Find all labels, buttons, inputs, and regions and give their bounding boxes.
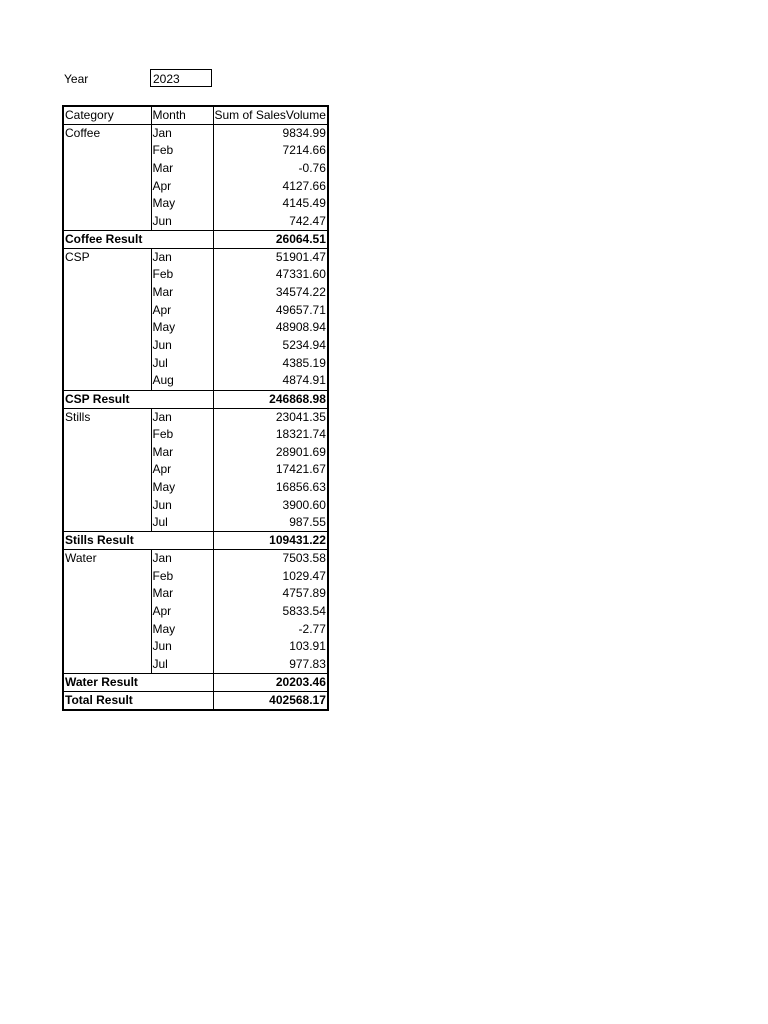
- month-cell: Jan: [151, 408, 213, 426]
- month-cell: Apr: [151, 178, 213, 196]
- value-cell: 47331.60: [275, 267, 326, 282]
- value-cell: 7214.66: [282, 143, 326, 158]
- total-value: 402568.17: [213, 692, 328, 711]
- value-cell: 16856.63: [275, 479, 326, 494]
- month-cell: May: [151, 195, 213, 213]
- value-cell: 49657.71: [275, 302, 326, 317]
- month-cell: Jul: [151, 514, 213, 532]
- month-cell: Mar: [151, 585, 213, 603]
- month-cell: Apr: [151, 603, 213, 621]
- value-cell: -0.76: [298, 160, 326, 175]
- value-header-label: Sum of SalesVolume: [214, 108, 326, 122]
- subtotal-value: 109431.22: [213, 532, 328, 550]
- subtotal-label: Water Result: [63, 674, 213, 692]
- value-cell: 5833.54: [282, 604, 326, 618]
- month-cell: Jun: [151, 638, 213, 656]
- category-cell[interactable]: CSP: [63, 249, 151, 391]
- total-row: [63, 692, 328, 711]
- category-header[interactable]: Category: [63, 106, 151, 125]
- month-cell: Mar: [151, 284, 213, 302]
- month-cell: Jan: [151, 125, 213, 143]
- subtotal-value: 246868.98: [213, 390, 328, 408]
- month-cell: May: [151, 319, 213, 337]
- value-cell: 34574.22: [275, 285, 326, 299]
- value-cell: 51901.47: [213, 249, 328, 267]
- header-row: [63, 106, 328, 125]
- subtotal-row: [63, 390, 328, 408]
- value-cell: 9834.99: [213, 125, 328, 143]
- value-cell: 3900.60: [282, 497, 326, 512]
- month-cell: Jun: [151, 337, 213, 355]
- value-cell: 4145.49: [282, 196, 326, 211]
- month-cell: May: [151, 479, 213, 497]
- month-cell: Aug: [151, 372, 213, 390]
- subtotal-label: CSP Result: [63, 390, 213, 408]
- month-cell: Jun: [151, 213, 213, 231]
- value-cell: 987.55: [289, 515, 326, 530]
- year-filter-label: Year: [64, 72, 89, 86]
- month-cell: Jun: [151, 497, 213, 515]
- subtotal-row: [63, 532, 328, 550]
- subtotal-label: Stills Result: [63, 532, 213, 550]
- month-cell: Mar: [151, 160, 213, 178]
- subtotal-row: [63, 674, 328, 692]
- value-cell: 5234.94: [282, 338, 326, 353]
- month-cell: May: [151, 621, 213, 639]
- year-filter-value[interactable]: 2023: [150, 69, 212, 87]
- subtotal-label: Coffee Result: [63, 231, 213, 249]
- subtotal-value: 26064.51: [213, 231, 328, 249]
- subtotal-row: [63, 231, 328, 249]
- value-cell: 4757.89: [282, 586, 326, 601]
- month-cell: Jul: [151, 656, 213, 674]
- value-cell: 28901.69: [275, 444, 326, 459]
- month-header[interactable]: Month: [151, 106, 213, 125]
- subtotal-value: 20203.46: [213, 674, 328, 692]
- value-cell: 48908.94: [275, 320, 326, 335]
- value-cell: 18321.74: [275, 426, 326, 441]
- value-cell: 1029.47: [282, 568, 326, 583]
- month-cell: Feb: [151, 266, 213, 284]
- total-label: Total Result: [63, 692, 213, 711]
- table-row: [63, 249, 328, 267]
- table-row: [63, 125, 328, 143]
- month-cell: Jan: [151, 550, 213, 568]
- month-cell: Mar: [151, 444, 213, 462]
- value-cell: 977.83: [289, 657, 326, 672]
- month-cell: Feb: [151, 142, 213, 160]
- month-cell: Apr: [151, 461, 213, 479]
- value-cell: 4127.66: [282, 178, 326, 193]
- month-cell: Feb: [151, 568, 213, 586]
- value-cell: 4874.91: [282, 373, 326, 388]
- month-cell: Jul: [151, 355, 213, 373]
- value-header[interactable]: [213, 106, 328, 125]
- month-cell: Jan: [151, 249, 213, 267]
- month-cell: Apr: [151, 302, 213, 320]
- category-cell[interactable]: Stills: [63, 408, 151, 532]
- value-cell: -2.77: [298, 621, 326, 636]
- category-cell[interactable]: Coffee: [63, 125, 151, 231]
- value-cell: 4385.19: [282, 355, 326, 370]
- category-cell[interactable]: Water: [63, 550, 151, 674]
- value-cell: 17421.67: [275, 462, 326, 477]
- value-cell: 742.47: [289, 213, 326, 228]
- pivot-table: [62, 105, 329, 711]
- value-cell: 23041.35: [213, 408, 328, 426]
- value-cell: 103.91: [289, 639, 326, 654]
- value-cell: 7503.58: [213, 550, 328, 568]
- table-row: [63, 408, 328, 426]
- month-cell: Feb: [151, 426, 213, 444]
- table-row: [63, 550, 328, 568]
